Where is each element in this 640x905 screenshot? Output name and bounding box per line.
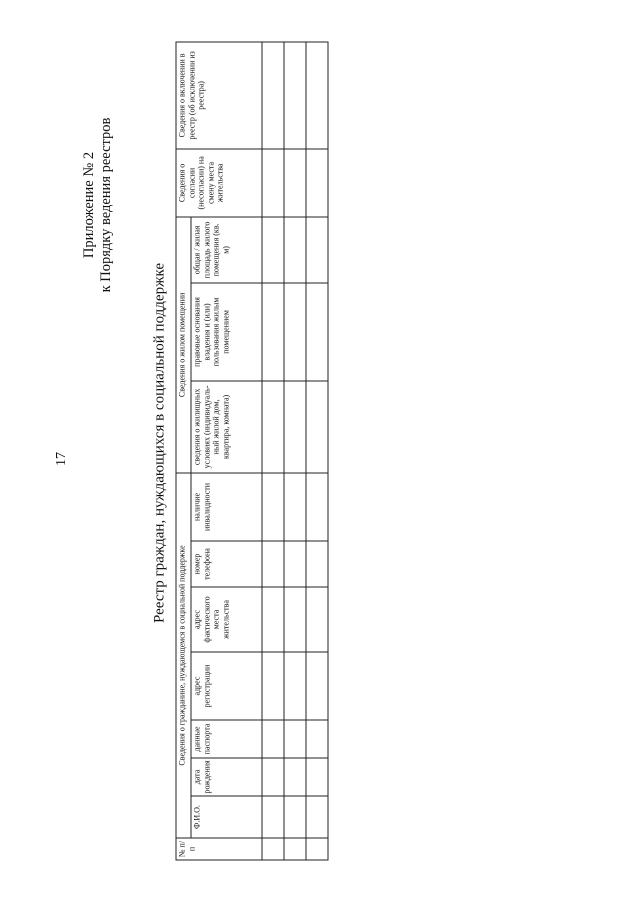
col-area-header: общая / жилая площадь жилого помещения (кв. м) bbox=[191, 216, 262, 282]
annex-line-2: к Порядку ведения реестров bbox=[98, 117, 114, 293]
table-row bbox=[284, 41, 306, 859]
table-row bbox=[306, 41, 328, 859]
col-reg-address-header: адрес регистрации bbox=[191, 652, 262, 720]
table-row bbox=[262, 41, 284, 859]
registry-table-area bbox=[175, 42, 318, 860]
page-number: 17 bbox=[54, 452, 69, 466]
col-consent-header: Сведения о согласии (несогласии) на смену места жительства bbox=[176, 148, 262, 216]
col-register-header: Сведения о включении в реестр (об исключении из реестра) bbox=[176, 41, 262, 148]
col-living-conditions-header: сведения о жилищных условиях (индивидуаль-ный жилой дом, квартира, комната) bbox=[191, 380, 262, 472]
col-number-header: № п/п bbox=[176, 838, 262, 860]
registry-table bbox=[175, 41, 328, 860]
group-housing-header: Сведения о жилом помещении bbox=[176, 216, 191, 472]
document-title: Реестр граждан, нуждающихся в социальной поддержке bbox=[151, 262, 168, 624]
col-legal-basis-header: правовые основания владения и (или) пользования жилым помещением bbox=[191, 282, 262, 380]
group-citizen-header: Сведения о гражданине, нуждающемся в социальной поддержке bbox=[176, 472, 191, 837]
col-passport-header: данные паспорта bbox=[191, 720, 262, 758]
header-row-1 bbox=[176, 41, 191, 859]
col-phone-header: номер телефона bbox=[191, 541, 262, 587]
col-fact-address-header: адрес фактического места жительства bbox=[191, 587, 262, 652]
col-disability-header: наличие инвалидности bbox=[191, 472, 262, 540]
col-fio-header: Ф.И.О. bbox=[191, 796, 262, 838]
col-birth-header: дата рождения bbox=[191, 758, 262, 796]
annex-line-1: Приложение № 2 bbox=[81, 151, 97, 259]
